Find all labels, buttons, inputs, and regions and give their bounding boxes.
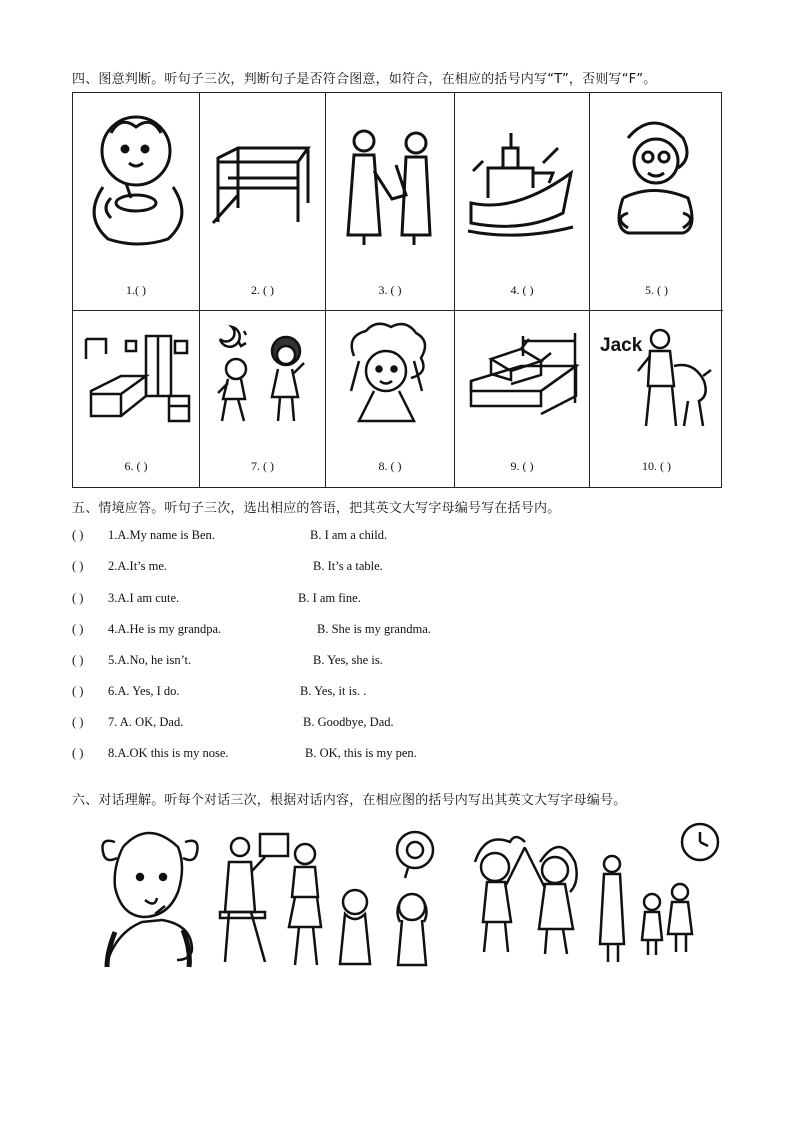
item-number-3: 3. ( ) — [378, 283, 402, 297]
teacher-student-icon — [220, 834, 321, 965]
picture-label-jack: Jack — [600, 335, 643, 356]
item-number-4: 4. ( ) — [510, 283, 534, 297]
picture-cell-4 — [455, 93, 590, 311]
option-b-6: B. Yes, it is. . — [300, 684, 367, 698]
boy-with-dog-icon — [598, 321, 716, 436]
picture-judgment-grid — [72, 92, 722, 488]
section6-heading: 六、对话理解。听每个对话三次，根据对话内容，在相应图的括号内写出其英文大写字母编号。 — [72, 793, 627, 808]
question-row-6 — [72, 684, 367, 699]
answer-paren-6[interactable]: ( ) — [72, 684, 84, 698]
question-row-5 — [72, 653, 383, 668]
grandma-icon — [598, 103, 713, 253]
answer-paren-7[interactable]: ( ) — [72, 715, 84, 729]
picture-cell-9 — [455, 311, 590, 487]
box-on-bed-icon — [463, 321, 581, 431]
item-number-8: 8. ( ) — [378, 459, 402, 473]
picture-cell-10 — [590, 311, 723, 487]
answer-paren-1[interactable]: ( ) — [72, 528, 84, 542]
option-a-3: 3.A.I am cute. — [108, 591, 180, 605]
option-a-4: 4.A.He is my grandpa. — [108, 622, 222, 636]
picture-cell-2 — [200, 93, 326, 311]
item-number-7: 7. ( ) — [251, 459, 274, 473]
dialogue-pictures — [95, 822, 725, 972]
option-b-8: B. OK, this is my pen. — [305, 746, 417, 760]
question-row-8 — [72, 746, 417, 761]
item-number-10: 10. ( ) — [642, 459, 671, 473]
picture-cell-5 — [590, 93, 723, 311]
picture-cell-3 — [326, 93, 455, 311]
picture-cell-6 — [73, 311, 200, 487]
section5-heading: 五、情境应答。听句子三次，选出相应的答语，把其英文大写字母编号写在括号内。 — [72, 501, 561, 516]
answer-paren-4[interactable]: ( ) — [72, 622, 84, 636]
desk-icon — [208, 103, 318, 253]
section4-heading: 四、图意判断。听句子三次，判断句子是否符合图意，如符合，在相应的括号内写“T”，否则写“F”。 — [72, 72, 657, 87]
item-number-6: 6. ( ) — [124, 459, 148, 473]
option-a-2: 2.A.It’s me. — [108, 559, 168, 573]
picture-cell-8 — [326, 311, 455, 487]
answer-paren-5[interactable]: ( ) — [72, 653, 84, 667]
girl-touching-face-icon — [103, 833, 198, 967]
ship-icon — [463, 103, 578, 253]
mother-children-clock-icon — [600, 824, 718, 962]
answer-paren-3[interactable]: ( ) — [72, 591, 84, 605]
boy-girl-night-icon — [208, 321, 320, 431]
girl-curly-hair-icon — [334, 321, 446, 431]
question-row-7 — [72, 715, 394, 730]
option-a-6: 6.A. Yes, I do. — [108, 684, 180, 698]
option-a-1: 1.A.My name is Ben. — [108, 528, 215, 542]
item-number-9: 9. ( ) — [510, 459, 534, 473]
option-b-3: B. I am fine. — [298, 591, 361, 605]
baby-eating-icon — [81, 103, 191, 253]
item-number-5: 5. ( ) — [645, 283, 668, 297]
answer-paren-8[interactable]: ( ) — [72, 746, 84, 760]
bedroom-icon — [81, 321, 193, 431]
question-row-4 — [72, 622, 431, 637]
question-row-1 — [72, 528, 388, 543]
answer-paren-2[interactable]: ( ) — [72, 559, 84, 573]
kids-high-five-icon — [475, 837, 577, 954]
picture-cell-1 — [73, 93, 200, 311]
option-b-5: B. Yes, she is. — [313, 653, 383, 667]
item-number-1: 1.( ) — [126, 283, 146, 297]
option-a-5: 5.A.No, he isn’t. — [108, 653, 192, 667]
handshake-icon — [334, 103, 444, 253]
option-b-1: B. I am a child. — [310, 528, 388, 542]
option-b-2: B. It’s a table. — [313, 559, 383, 573]
question-row-2 — [72, 559, 383, 574]
item-number-2: 2. ( ) — [251, 283, 274, 297]
question-row-3 — [72, 591, 361, 606]
boy-girl-speech-bubble-icon — [340, 832, 433, 965]
option-a-8: 8.A.OK this is my nose. — [108, 746, 229, 760]
option-b-4: B. She is my grandma. — [317, 622, 431, 636]
option-b-7: B. Goodbye, Dad. — [303, 715, 394, 729]
picture-cell-7 — [200, 311, 326, 487]
option-a-7: 7. A. OK, Dad. — [108, 715, 184, 729]
